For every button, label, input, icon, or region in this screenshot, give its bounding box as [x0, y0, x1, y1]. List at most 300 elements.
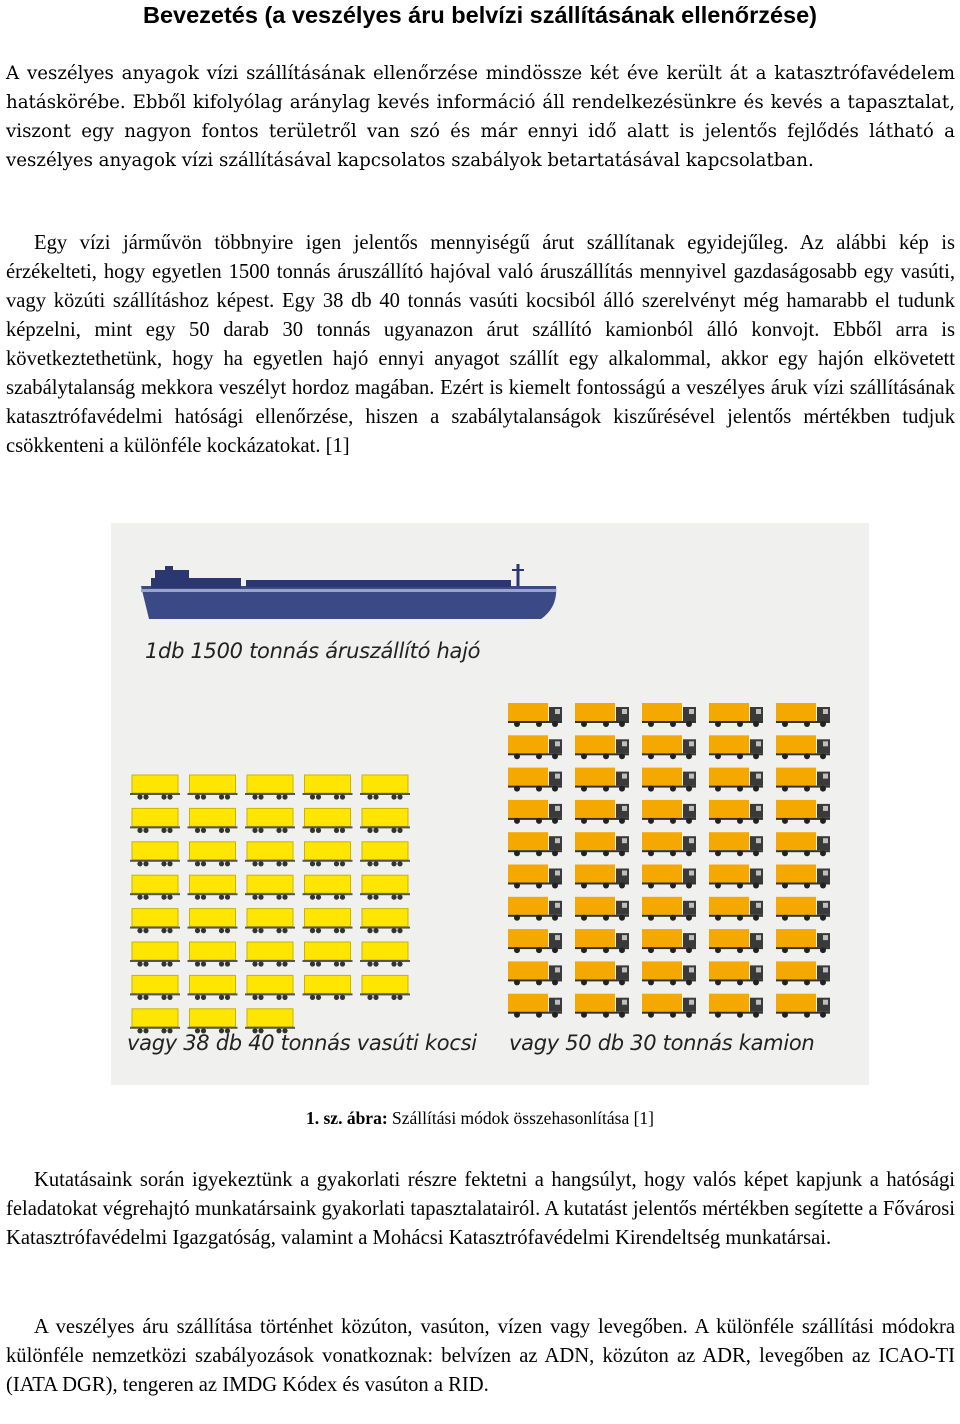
rail-wagon-wheel — [195, 828, 200, 833]
truck-wheel — [737, 979, 743, 985]
rail-wagon-frame — [188, 960, 238, 962]
rail-wagon-wheel — [391, 794, 396, 799]
truck-wheel — [737, 883, 743, 889]
truck-wheel — [619, 786, 625, 792]
rail-wagon-body — [247, 1009, 293, 1027]
truck-window — [823, 1000, 828, 1005]
truck — [709, 897, 763, 921]
rail-wagon-body — [190, 875, 236, 893]
rail-wagon-wheel — [391, 961, 396, 966]
rail-wagon-wheel — [252, 995, 257, 1000]
rail-wagon-wheel — [195, 895, 200, 900]
truck — [575, 832, 629, 856]
rail-wagon-wheel — [252, 961, 257, 966]
truck-window — [555, 774, 560, 779]
rail-wagon-body — [362, 775, 408, 793]
paragraph-research — [6, 1166, 955, 1253]
truck-cargo — [709, 865, 749, 883]
rail-wagon-wheel — [143, 861, 148, 866]
truck-wheel — [603, 915, 609, 921]
rail-wagon-frame — [245, 927, 295, 929]
rail-wagon-wheel — [258, 961, 263, 966]
rail-wagon-wheel — [252, 928, 257, 933]
rail-wagon-frame — [303, 826, 353, 828]
truck — [709, 800, 763, 824]
rail-wagon-frame — [303, 893, 353, 895]
rail-wagon-wheel — [373, 995, 378, 1000]
truck-cargo — [642, 768, 682, 786]
rail-wagon-body — [247, 808, 293, 826]
truck-wheel — [514, 721, 520, 727]
truck — [508, 929, 562, 953]
rail-wagon-frame — [188, 826, 238, 828]
truck-label: vagy 50 db 30 tonnás kamion — [509, 1031, 815, 1055]
truck-wheel — [686, 979, 692, 985]
rail-wagon-wheel — [397, 995, 402, 1000]
truck-wheel — [581, 979, 587, 985]
rail-wagon-frame — [360, 793, 410, 795]
rail-wagon-frame — [245, 1027, 295, 1029]
truck-wheel — [804, 883, 810, 889]
rail-wagon-wheel — [195, 928, 200, 933]
rail-wagon-wheel — [334, 928, 339, 933]
truck-wheel — [753, 786, 759, 792]
truck-cargo — [642, 897, 682, 915]
truck-wheel — [670, 850, 676, 856]
truck-wheel — [782, 753, 788, 759]
rail-wagon-wheel — [143, 895, 148, 900]
rail-wagon-wheel — [334, 961, 339, 966]
truck-cargo — [776, 703, 816, 721]
truck-cargo — [709, 768, 749, 786]
truck-wheel — [715, 721, 721, 727]
truck-wheel — [686, 883, 692, 889]
rail-wagon-body — [190, 942, 236, 960]
truck-window — [756, 935, 761, 940]
truck-wheel — [782, 883, 788, 889]
truck-wheel — [753, 883, 759, 889]
rail-wagon-wheel — [316, 861, 321, 866]
truck-grid — [508, 703, 830, 1018]
truck-wheel — [782, 850, 788, 856]
truck-wheel — [820, 979, 826, 985]
rail-wagon — [188, 909, 238, 934]
truck — [642, 865, 696, 889]
truck-wheel — [648, 979, 654, 985]
truck-wheel — [753, 947, 759, 953]
rail-wagon-wheel — [316, 794, 321, 799]
truck — [508, 865, 562, 889]
truck — [508, 961, 562, 985]
rail-wagon-frame — [130, 893, 180, 895]
rail-wagon-wheel — [310, 961, 315, 966]
rail-wagon — [245, 875, 295, 900]
rail-wagon-wheel — [310, 794, 315, 799]
rail-wagon-body — [190, 775, 236, 793]
truck — [508, 800, 562, 824]
truck-wheel — [648, 753, 654, 759]
truck-cargo — [709, 994, 749, 1012]
rail-wagon-body — [132, 842, 178, 860]
rail-wagon-wheel — [373, 861, 378, 866]
truck-window — [756, 806, 761, 811]
truck-wheel — [603, 979, 609, 985]
rail-wagon-wheel — [367, 828, 372, 833]
rail-wagon-wheel — [367, 794, 372, 799]
truck-window — [756, 741, 761, 746]
truck — [575, 994, 629, 1018]
rail-wagon — [360, 942, 410, 967]
rail-wagon-wheel — [367, 895, 372, 900]
rail-wagon-wheel — [316, 895, 321, 900]
truck — [709, 865, 763, 889]
truck-window — [622, 838, 627, 843]
truck-window — [756, 709, 761, 714]
rail-wagon-wheel — [219, 828, 224, 833]
rail-wagon-body — [362, 808, 408, 826]
truck-wheel — [686, 1012, 692, 1018]
truck-wheel — [820, 753, 826, 759]
truck-wheel — [619, 753, 625, 759]
rail-wagon-wheel — [310, 928, 315, 933]
rail-wagon-wheel — [282, 928, 287, 933]
rail-wagon-wheel — [340, 928, 345, 933]
truck-wheel — [552, 883, 558, 889]
rail-wagon-frame — [360, 860, 410, 862]
rail-wagon-wheel — [276, 928, 281, 933]
rail-wagon-wheel — [276, 828, 281, 833]
truck-wheel — [619, 883, 625, 889]
rail-wagon-wheel — [276, 794, 281, 799]
truck-wheel — [804, 818, 810, 824]
ship-cargo-hold — [246, 580, 511, 587]
rail-wagon-wheel — [161, 828, 166, 833]
rail-wagon — [130, 942, 180, 967]
truck-wheel — [514, 947, 520, 953]
truck-cargo — [709, 800, 749, 818]
truck-cargo — [575, 929, 615, 947]
truck-wheel — [715, 850, 721, 856]
truck-wheel — [536, 979, 542, 985]
truck-wheel — [782, 721, 788, 727]
truck-wheel — [552, 850, 558, 856]
truck-wheel — [820, 947, 826, 953]
truck-cargo — [776, 800, 816, 818]
truck-window — [555, 871, 560, 876]
truck-wheel — [820, 883, 826, 889]
truck-wheel — [581, 883, 587, 889]
truck-wheel — [536, 818, 542, 824]
truck-wheel — [536, 850, 542, 856]
rail-wagon-wheel — [258, 794, 263, 799]
rail-wagon-wheel — [397, 828, 402, 833]
rail-wagon-wheel — [161, 961, 166, 966]
rail-wagon — [130, 975, 180, 1000]
truck-wheel — [715, 915, 721, 921]
rail-wagon-wheel — [195, 995, 200, 1000]
rail-wagon-wheel — [282, 961, 287, 966]
rail-wagon-wheel — [167, 794, 172, 799]
truck-wheel — [648, 883, 654, 889]
rail-wagon-wheel — [167, 895, 172, 900]
rail-wagon — [130, 808, 180, 833]
truck-wheel — [820, 915, 826, 921]
truck-window — [689, 806, 694, 811]
rail-wagon-wheel — [282, 828, 287, 833]
truck-wheel — [782, 915, 788, 921]
rail-wagon — [130, 875, 180, 900]
truck-wheel — [603, 850, 609, 856]
truck-wheel — [753, 915, 759, 921]
truck — [508, 768, 562, 792]
rail-wagon-body — [132, 1009, 178, 1027]
rail-wagon-frame — [360, 993, 410, 995]
rail-wagon-body — [247, 842, 293, 860]
truck-wheel — [552, 786, 558, 792]
rail-wagon-wheel — [143, 928, 148, 933]
truck-wheel — [753, 979, 759, 985]
truck-wheel — [715, 883, 721, 889]
truck-wheel — [581, 947, 587, 953]
truck — [575, 735, 629, 759]
truck-wheel — [648, 786, 654, 792]
truck-wheel — [514, 979, 520, 985]
rail-wagon-wheel — [367, 861, 372, 866]
truck-window — [622, 774, 627, 779]
rail-wagon-body — [247, 875, 293, 893]
figure-graphic — [111, 523, 869, 1085]
truck-wheel — [581, 786, 587, 792]
rail-wagon-wheel — [316, 995, 321, 1000]
rail-wagon — [245, 775, 295, 800]
truck-wheel — [804, 753, 810, 759]
rail-wagon-frame — [130, 793, 180, 795]
truck — [709, 961, 763, 985]
rail-wagon-wheel — [310, 861, 315, 866]
rail-wagon — [245, 975, 295, 1000]
truck-cargo — [575, 832, 615, 850]
rail-wagon-body — [132, 909, 178, 927]
rail-wagon-wheel — [334, 861, 339, 866]
truck-cargo — [508, 897, 548, 915]
rail-wagon-wheel — [340, 794, 345, 799]
truck-wheel — [603, 786, 609, 792]
truck-window — [622, 967, 627, 972]
rail-wagon — [245, 909, 295, 934]
figure-caption-number: 1. sz. — [306, 1108, 343, 1128]
rail-wagon-frame — [245, 893, 295, 895]
rail-wagon-wheel — [201, 928, 206, 933]
rail-wagon — [303, 909, 353, 934]
truck-cargo — [575, 768, 615, 786]
truck-window — [823, 871, 828, 876]
truck-window — [756, 871, 761, 876]
rail-wagon-frame — [188, 793, 238, 795]
figure-caption — [0, 1106, 960, 1130]
truck-wheel — [737, 818, 743, 824]
rail-wagon-wheel — [143, 794, 148, 799]
truck-window — [622, 1000, 627, 1005]
truck-wheel — [514, 1012, 520, 1018]
rail-wagon-wheel — [252, 794, 257, 799]
rail-wagon-frame — [360, 927, 410, 929]
rail-wagon-wheel — [201, 895, 206, 900]
rail-wagon-wheel — [225, 995, 230, 1000]
truck — [776, 768, 830, 792]
rail-wagon-body — [305, 875, 351, 893]
truck-cargo — [508, 735, 548, 753]
truck-wheel — [648, 818, 654, 824]
rail-wagon-wheel — [167, 995, 172, 1000]
ship-label: 1db 1500 tonnás áruszállító hajó — [145, 639, 481, 663]
truck-wheel — [686, 786, 692, 792]
rail-wagon-body — [362, 909, 408, 927]
ship-cabin-top — [155, 570, 189, 580]
paragraph-transport-comparison-text: Egy vízi járművön többnyire igen jelentős mennyiségű árut szállítanak egyidejűleg. Az alábbi kép is érzékelteti, hogy egyetlen 1500 tonnás áruszállító hajóval való áruszállítás mennyivel gazdaságosabb egy vasúti, vagy közúti szállításhoz képest. Egy 38 db 40 tonnás vasúti kocsiból álló szerelvényt még hamarabb el tudunk képzelni, mint egy 50 darab 30 tonnás ugyanazon árut szállító kamionból álló konvojt. Ebből arra is következtethetünk, hogy ha egyetlen hajó ennyi anyagot szállít egy alkalommal, akkor egy hajón elkövetett szabálytalanság mekkora veszélyt hordoz magában. Ezért is kiemelt fontosságú a veszélyes áruk vízi szállításának katasztrófavédelmi hatósági ellenőrzése, hiszen a szabálytalanságok kiszűrésével jelentős mértékben tudjuk csökkenteni a különféle kockázatokat. [1] — [6, 232, 955, 457]
truck-wheel — [670, 979, 676, 985]
truck-wheel — [753, 721, 759, 727]
truck-cargo — [508, 865, 548, 883]
rail-wagon-wheel — [397, 794, 402, 799]
truck — [575, 961, 629, 985]
truck-window — [622, 935, 627, 940]
truck-window — [555, 967, 560, 972]
truck — [776, 800, 830, 824]
rail-wagon — [303, 875, 353, 900]
rail-wagon-frame — [360, 893, 410, 895]
truck-wheel — [737, 1012, 743, 1018]
rail-wagon-wheel — [391, 895, 396, 900]
truck-wheel — [715, 1012, 721, 1018]
truck-wheel — [552, 947, 558, 953]
truck — [642, 961, 696, 985]
rail-wagon-frame — [188, 993, 238, 995]
rail-wagon-body — [132, 775, 178, 793]
truck-cargo — [575, 897, 615, 915]
truck-wheel — [715, 979, 721, 985]
paragraph-regulations-text: A veszélyes áru szállítása történhet közúton, vasúton, vízen vagy levegőben. A különféle szállítási módokra különféle nemzetközi szabályozások vonatkoznak: belvízen az ADN, közúton az ADR, levegőben az ICAO-TI (IATA DGR), tengeren az IMDG Kódex és vasúton a RID. — [6, 1316, 955, 1396]
truck-wheel — [804, 850, 810, 856]
truck-wheel — [514, 915, 520, 921]
rail-wagon-wheel — [367, 928, 372, 933]
truck-window — [823, 774, 828, 779]
rail-wagon — [130, 842, 180, 867]
truck-wheel — [670, 818, 676, 824]
rail-wagon-wheel — [143, 995, 148, 1000]
truck-wheel — [536, 915, 542, 921]
truck-wheel — [514, 818, 520, 824]
truck-wheel — [603, 753, 609, 759]
rail-wagon-body — [132, 942, 178, 960]
truck-window — [689, 774, 694, 779]
rail-wagon-wheel — [201, 828, 206, 833]
rail-wagon — [245, 842, 295, 867]
rail-wagon-wheel — [225, 928, 230, 933]
rail-wagon-wheel — [258, 928, 263, 933]
truck-cargo — [575, 961, 615, 979]
rail-wagon-wheel — [225, 895, 230, 900]
truck-cargo — [508, 800, 548, 818]
paragraph-regulations — [6, 1313, 955, 1400]
ship-funnel — [165, 566, 173, 571]
truck-cargo — [776, 768, 816, 786]
truck-cargo — [575, 994, 615, 1012]
truck-wheel — [536, 786, 542, 792]
truck — [575, 865, 629, 889]
truck-window — [555, 709, 560, 714]
rail-wagon — [245, 808, 295, 833]
paragraph-transport-comparison — [6, 229, 955, 461]
truck-window — [555, 935, 560, 940]
rail-wagon-wheel — [137, 928, 142, 933]
rail-wagon-wheel — [316, 928, 321, 933]
truck-wheel — [619, 818, 625, 824]
truck-cargo — [575, 735, 615, 753]
rail-wagon — [360, 875, 410, 900]
truck-cargo — [776, 897, 816, 915]
rail-wagon-wheel — [367, 995, 372, 1000]
truck-cargo — [642, 800, 682, 818]
truck — [575, 897, 629, 921]
truck-cargo — [709, 735, 749, 753]
rail-wagon-wheel — [310, 828, 315, 833]
rail-wagon-body — [362, 942, 408, 960]
rail-wagon-wheel — [340, 961, 345, 966]
truck — [508, 994, 562, 1018]
truck-window — [823, 806, 828, 811]
truck-wheel — [552, 1012, 558, 1018]
rail-wagon-frame — [303, 793, 353, 795]
rail-wagon-frame — [130, 860, 180, 862]
truck — [575, 768, 629, 792]
rail-wagon — [130, 775, 180, 800]
truck-cargo — [508, 832, 548, 850]
truck — [776, 865, 830, 889]
truck — [709, 832, 763, 856]
rail-wagon — [360, 842, 410, 867]
truck-window — [823, 903, 828, 908]
rail-wagon-wheel — [397, 895, 402, 900]
rail-wagon-wheel — [282, 995, 287, 1000]
section-title: Bevezetés (a veszélyes áru belvízi szállításának ellenőrzése) — [142, 2, 818, 28]
rail-wagon-wheel — [161, 794, 166, 799]
rail-wagon-body — [247, 942, 293, 960]
truck-wheel — [536, 721, 542, 727]
rail-wagon-body — [190, 842, 236, 860]
rail-wagon-frame — [360, 826, 410, 828]
truck-wheel — [648, 1012, 654, 1018]
truck — [642, 703, 696, 727]
rail-wagon — [303, 942, 353, 967]
truck-window — [689, 871, 694, 876]
rail-wagon-body — [305, 975, 351, 993]
rail-wagon-wheel — [137, 828, 142, 833]
truck — [709, 703, 763, 727]
truck-wheel — [804, 721, 810, 727]
truck-wheel — [737, 721, 743, 727]
truck-wheel — [715, 753, 721, 759]
rail-wagon-wheel — [340, 828, 345, 833]
truck-wheel — [820, 818, 826, 824]
truck-window — [756, 903, 761, 908]
rail-wagon-wheel — [276, 895, 281, 900]
rail-wagon-frame — [303, 993, 353, 995]
rail-wagon-frame — [188, 927, 238, 929]
rail-wagon-body — [362, 875, 408, 893]
truck-wheel — [619, 979, 625, 985]
truck-window — [823, 709, 828, 714]
truck-wheel — [670, 915, 676, 921]
